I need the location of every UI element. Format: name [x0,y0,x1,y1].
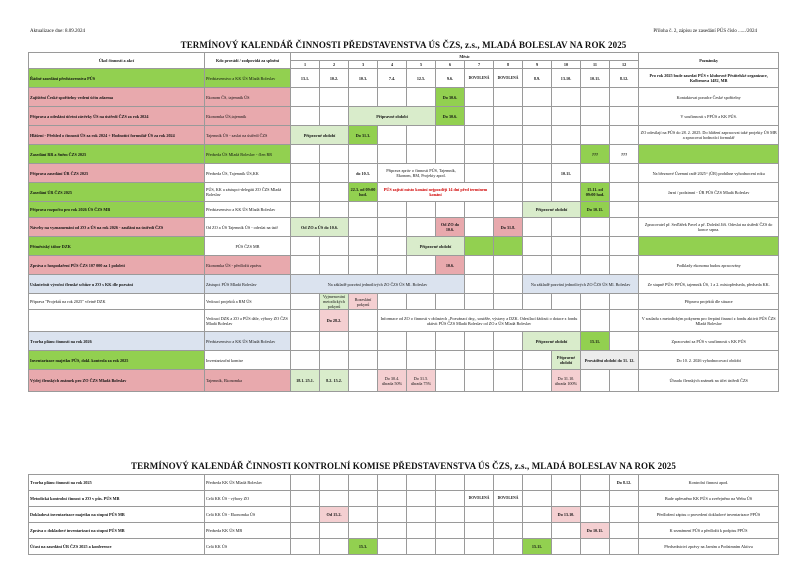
note-cell: Jarní / podzimní - ÚR PÚS ČZS Mladá Boleslav [639,183,779,202]
task-cell [29,310,205,332]
note-cell: Na březnové Územní radě 2025“ (ÚR) probíhne vyhodnocení roku [639,164,779,183]
month-cell: 10.6. [436,256,465,275]
table-row [29,237,779,256]
calendar-table-board [28,52,779,392]
col-month: Měsíc [291,53,639,61]
who-cell: Zástupci PÚS Mladá Boleslav [205,275,291,294]
who-cell: Celá KK ÚS - Ekonomka ÚS [205,507,291,523]
month-cell: do 10.3. [349,164,378,183]
task-cell: Zpráva o hospodaření PÚS ČZS 107 000 za 1 pololetí [29,256,205,275]
prep-period: Přípravné období [407,237,465,256]
note-cell: K seznámení PÚS a předložit k podpisu PPÚS [639,523,779,539]
note-cell: Zpracovatel př. Seďlářek Pavel a př. Doležal Jiří. Odeslat na ústředí ČZS do konce srpna. [639,218,779,237]
task-cell: Dokladová inventarizace majetku na stupni PÚS MB [29,507,205,523]
month-cell: 13.10. [552,69,581,88]
task-cell: Hlášení - Přehled o činnosti ÚS za rok 2024 + Hodnotící formulář ÚS za rok 2024 [29,126,205,145]
who-cell: Představenstvo a KK ÚS Mladá Boleslav [205,69,291,88]
task-cell: Inventarizace majetku PÚS, dokl. kontrola za rok 2025 [29,351,205,370]
month-cell: 12.5. [407,69,436,88]
table-row [29,491,779,507]
info-cell: Informace od ZO o činnosti v oblastech „Pozvánací dny,, soutěže, výstavy a DZK. Odesílací žádosti o dotace z fondu aktivit PÚS ČZS Mladá Boleslav od ZO a ÚS Mladá Boleslav [378,310,581,332]
table-row [29,256,779,275]
month-cell: 10.3. [349,69,378,88]
who-cell: PÚS, KK a zástupci-delegáti ZO ČZS Mladá Boleslav [205,183,291,202]
month-cell: 8.2. 15.2. [320,370,349,392]
month-header: 5 [407,61,436,69]
task-cell: Uskutečnit výroční členské schůze u ZO s KK dle pozvání [29,275,205,294]
note-cell: Pro rok 2025 bude zasedat PÚS v klubovně Pěstitelské organizace, Kolbenova 1482, MB [639,69,779,88]
who-cell: Představenstvo a KK ÚS Mladá Boleslav [205,202,291,218]
month-cell: 7.4. [378,69,407,88]
note-cell: Úhrada členských známek na účet ústředí ČZS [639,370,779,392]
month-cell: ??? [610,145,639,164]
task-cell: Tvorba plánu činnosti na rok 2025 [29,475,205,491]
task-cell: Příměstský tábor DZK [29,237,205,256]
table-row [29,310,779,332]
table-row [29,69,779,88]
month-cell: DOVOLENÁ [465,69,494,88]
note-cell: V součinnosti s PPÚS a KK PÚS. [639,107,779,126]
table-row [29,202,779,218]
who-cell: Ekonom ČS, tajemník ÚS [205,88,291,107]
task-cell: Návrhy na vyznamenání od ZO a ÚS na rok 2026 - zasílání na ústředí ČZS [29,218,205,237]
task-cell: Tvorba plánu činnosti na rok 2026 [29,332,205,351]
invite-period-autumn: Na základě pozvání jednotlivých ZO ČZS ÚS Ml. Boleslav [523,275,639,294]
month-cell: Do 10.11. [581,202,610,218]
month-cell: Do 30.6. [436,88,465,107]
task-cell: Řádné zasedání představenstva PÚS [29,69,205,88]
who-cell: Předseda ÚS, Tajemník ÚS,KK [205,164,291,183]
month-header: 10 [552,61,581,69]
prep-period: Přípravné období [291,126,349,145]
who-cell: Inventarizační komise [205,351,291,370]
month-cell: Od ZO a ÚS do 10.6. [291,218,349,237]
who-cell: Předseda KK ÚS MB [205,523,291,539]
table2-title: TERMÍNOVÝ KALENDÁŘ ČINNOSTI KONTROLNÍ KOMISE PŘEDSTAVENSTVA ÚS ČZS, z.s., MLADÁ BOLESLAV NA ROK 2025 [130,461,677,471]
note-cell: Podklady ekonoma budou zpracovány [639,256,779,275]
task-cell: Zpráva o dokladové inventarizaci na stupni PÚS MB [29,523,205,539]
month-cell: 15.11. [581,332,610,351]
who-cell: Celá KK ÚS [205,539,291,555]
month-cell: ??? [581,145,610,164]
table-row [29,539,779,555]
month-cell: Do 31.8. [494,218,523,237]
month-cell: Od ZO do 10.6. [436,218,465,237]
month-cell: Rozeslání pokynů [349,294,378,310]
task-cell: Připrava "Projektů na rok 2025" včetně DZK [29,294,205,310]
month-cell: 15.11. od 09:00 hod. [581,183,610,202]
month-header: 4 [378,61,407,69]
note-cell: Zpracování za PÚS v součinnosti s KK PÚS [639,332,779,351]
note-cell: ZO odesílají na PÚS do 28. 2. 2025. Do hlášení zapracovat také projekty ÚS MB a zpracovat hodnotící formulář [639,126,779,145]
month-header: 11 [581,61,610,69]
month-cell: Provádění období do 31. 12. [581,351,639,370]
month-cell: Do 30.4. úhrada 50% [378,370,407,392]
note-cell: Předsednictví zprávy na Jarním a Podzimním Aktivu [639,539,779,555]
col-task: Úkol činnosti a akcí [29,53,205,69]
table-row [29,164,779,183]
task-cell: Příprava rozpočtu pro rok 2026 ÚS ČZS MB [29,202,205,218]
month-cell: 10.11. [552,164,581,183]
month-cell: Do 13.10. [552,507,581,523]
task-cell: Účast na zasedání ÚR ČZS 2025 a konference [29,539,205,555]
month-header: 6 [436,61,465,69]
month-cell: Vyjmenování metodických pokynů [320,294,349,310]
calendar-table-audit [28,474,779,555]
table-row [29,88,779,107]
table-row [29,370,779,392]
note-cell [639,145,779,164]
table-row [29,145,779,164]
prep-period: Přípravné období [349,107,436,126]
note-cell: Kontrolní činnost apod. [639,475,779,491]
table-row [29,332,779,351]
task-cell: Výdej členských známek pro ZO ČZS Mladá Boleslav [29,370,205,392]
note-cell: Připrava projektů dle situace [639,294,779,310]
month-cell: DOVOLENÁ [494,491,523,507]
month-cell: 8.12. [610,69,639,88]
task-cell: Zasedání ÚR ČZS 2025 [29,183,205,202]
month-header: 12 [610,61,639,69]
month-cell: DOVOLENÁ [494,69,523,88]
month-header: 3 [349,61,378,69]
month-cell: DOVOLENÁ [465,491,494,507]
who-cell: Tajemník, Ekonomka [205,370,291,392]
table-row [29,507,779,523]
note-cell: Předložení zápisu o provedení dokladové inventarizace PPÚS [639,507,779,523]
month-header: 2 [320,61,349,69]
month-cell: Do 8.12. [610,475,639,491]
note-cell: V souladu s metodickým pokynem pro čerpání financí z fondu aktivit PÚS ČZS Mladá Boleslav [639,310,779,332]
task-cell: Metodická kontrolní činnost u ZO v půs. PÚS MB [29,491,205,507]
table-row [29,523,779,539]
task-cell: Příprava zasedání ÚR ČZS 2025 [29,164,205,183]
who-cell: PÚS ČZS MB [205,237,291,256]
table-row [29,294,779,310]
month-cell: 10.2. [320,69,349,88]
who-cell: Od ZO a ÚS Tajemník ÚS - odeslat na ústř [205,218,291,237]
who-cell: Předseda KK ÚS Mladá Boleslav [205,475,291,491]
prep-period: Přípravné období [523,332,581,351]
month-cell: Přípravné období [552,351,581,370]
who-cell: Představenstvo a KK ÚS Mladá Boleslav [205,332,291,351]
col-who: Kdo provádí / zodpovídá za splnění [205,53,291,69]
header-row [29,53,779,61]
who-cell: Celá KK ÚS - výbory ZO [205,491,291,507]
col-notes: Poznámky [639,53,779,69]
prep-text: Připrava zpráv o činnosti PÚS, Tajemník, Ekonom, RM, Projekty apod. [378,164,465,183]
month-cell: 13.1. [291,69,320,88]
who-cell: Vedoucí projektů a RM ÚS [205,294,291,310]
month-header: 9 [523,61,552,69]
month-cell: Do 28.2. [320,310,349,332]
attachment-note: Příloha č. 2, zápisu ze zasedání PÚS číslo ....../2024 [653,29,757,34]
month-cell: 15.3. [349,539,378,555]
table-row [29,126,779,145]
month-cell: 22.3. od 09:00 hod. [349,183,378,202]
month-cell: Do 31.3. [349,126,378,145]
table-row [29,351,779,370]
month-cell: 18.1. 25.1. [291,370,320,392]
table-row [29,218,779,237]
who-cell: Tajemník ÚS - zaslat na ústředí ČZS [205,126,291,145]
venue-note: PÚS zajistí místo konání nejpozději 14 dní před termínem konání [378,183,494,202]
note-cell: Ze stupně PÚS: PPÚS, tajemník ÚS, 1 a 2. místopředseda, předseda KK. [639,275,779,294]
month-cell: 10.11. [581,69,610,88]
month-cell: Od 15.2. [320,507,349,523]
month-cell: Do 30.6. [436,107,465,126]
note-cell: Do 10. 2. 2026 vyhodnocovací období [639,351,779,370]
note-cell: Bude upřesněno KK PÚS a zveřejněno na Webu ÚS [639,491,779,507]
who-cell: Předseda ÚS Mladá Boleslav - člen RR [205,145,291,164]
table-row [29,275,779,294]
month-cell: Do 31.5. úhrada 75% [407,370,436,392]
table1-title: TERMÍNOVÝ KALENDÁŘ ČINNOSTI PŘEDSTAVENSTVA ÚS ČZS, z.s., MLADÁ BOLESLAV NA ROK 2025 [180,40,627,50]
update-date: Aktualizace dne: 8.09.2024 [30,29,85,34]
month-header: 7 [465,61,494,69]
table-row [29,107,779,126]
who-cell: Vedoucí DZK a ZO a PÚS dále, výbory ZO ČZS Mladá Boleslav [205,310,291,332]
who-cell: Ekonomka ÚS,tajemník [205,107,291,126]
month-header: 8 [494,61,523,69]
prep-period: Přípravné období [523,202,581,218]
table-row [29,475,779,491]
month-cell: Do 31.10. úhrada 100% [552,370,581,392]
who-cell: Ekonomka ÚS - předložit zprávu [205,256,291,275]
month-cell: Do 10.11. [581,523,610,539]
task-cell: Příprava a odeslání účetní závěrky ÚS na ústředí ČZS za rok 2024 [29,107,205,126]
task-cell: Zasedání RR a Sněm ČZS 2025 [29,145,205,164]
note-cell: Kontaktovat poradce České spořitelny [639,88,779,107]
month-header: 1 [291,61,320,69]
month-cell: 9.6. [436,69,465,88]
month-cell: 15.11. [523,539,552,555]
month-cell: 8.9. [523,69,552,88]
task-cell: Zajištění České spořitelny vedení účtu zdarma [29,88,205,107]
invite-period: Na základě pozvání jednotlivých ZO ČZS ÚS Ml. Boleslav [291,275,465,294]
table-row [29,183,779,202]
